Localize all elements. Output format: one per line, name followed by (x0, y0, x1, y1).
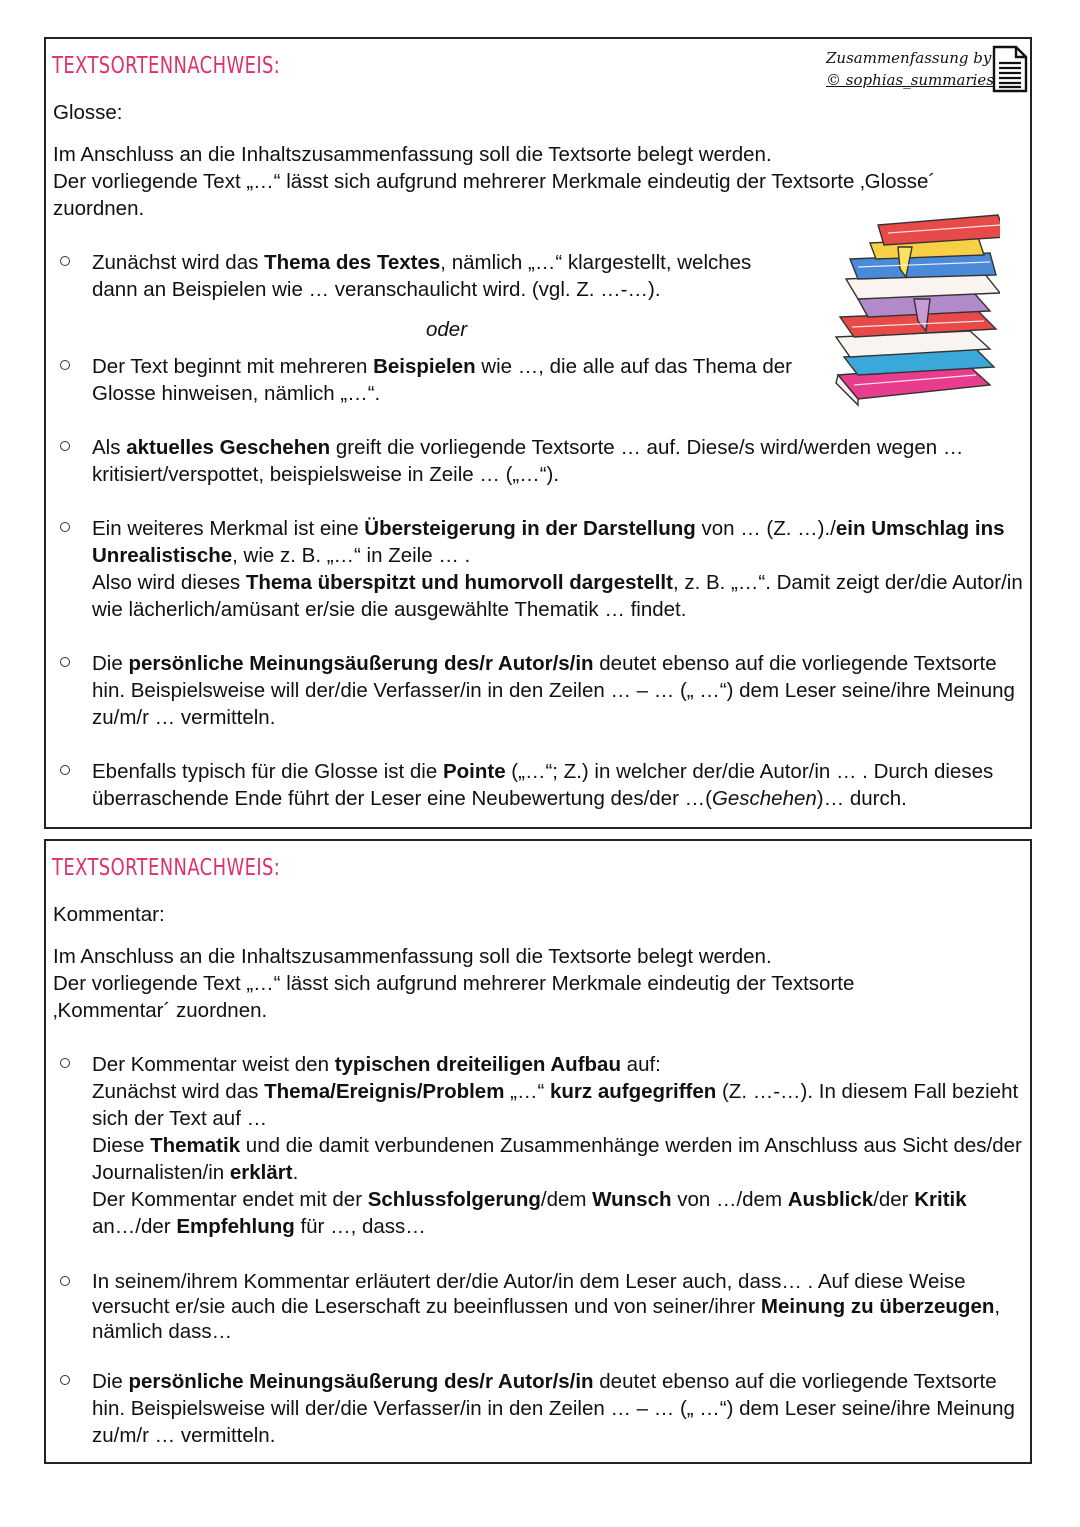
section-heading: TEXTSORTENNACHWEIS: (52, 855, 281, 881)
intro-line-2: Der vorliegende Text „…“ lässt sich aufgrund mehrerer Merkmale eindeutig der Textsorte ‚Glosse´ zuordnen. (53, 170, 936, 220)
section-heading: TEXTSORTENNACHWEIS: (52, 53, 281, 79)
bullet-icon (60, 522, 70, 532)
bullet-icon (60, 441, 70, 451)
intro-text (53, 943, 1013, 1024)
list-item: Ebenfalls typisch für die Glosse ist die Pointe („…“; Z.) in welcher der/die Autor/in … . Durch dieses überraschende Ende führt der Leser eine Neubewertung des/der …(Geschehen)… durch. (60, 758, 1030, 812)
bullet-icon (60, 765, 70, 775)
text-type-label: Glosse: (53, 101, 123, 124)
list-item: Der Text beginnt mit mehreren Beispielen wie …, die alle auf das Thema der Glosse hinweisen, nämlich „…“. (60, 353, 1030, 407)
list-item: Die persönliche Meinungsäußerung des/r Autor/s/in deutet ebenso auf die vorliegende Textsorte hin. Beispielsweise will der/die Verfasser/in in den Zeilen … – … („ …“) dem Leser seine/ihre Meinung zu/m/r … vermitteln. (60, 650, 1030, 731)
bullet-icon (60, 657, 70, 667)
intro-line-1: Im Anschluss an die Inhaltszusammenfassung soll die Textsorte belegt werden. (53, 143, 772, 166)
bullet-icon (60, 360, 70, 370)
bullet-icon (60, 1058, 70, 1068)
kommentar-section (44, 839, 1032, 1464)
list-item: Als aktuelles Geschehen greift die vorliegende Textsorte … auf. Diese/s wird/werden wegen … kritisiert/verspottet, beispielsweise in Zeile … („…“). (60, 434, 1030, 488)
bullet-icon (60, 1276, 70, 1286)
glosse-section (44, 37, 1032, 829)
list-item: In seinem/ihrem Kommentar erläutert der/die Autor/in dem Leser auch, dass… . Auf diese Weise versucht er/sie auch die Leserschaft zu beeinflussen und von seiner/ihrer Meinung zu überzeugen, nämlich dass… (60, 1269, 1030, 1344)
bullet-icon (60, 1375, 70, 1385)
credit (826, 47, 994, 91)
intro-line-1: Im Anschluss an die Inhaltszusammenfassung soll die Textsorte belegt werden. (53, 945, 772, 968)
list-item: Der Kommentar weist den typischen dreiteiligen Aufbau auf: Zunächst wird das Thema/Ereignis/Problem „…“ kurz aufgegriffen (Z. …-…). In diesem Fall bezieht sich der Text auf … Diese Thematik und die damit verbundenen Zusammenhänge werden im Anschluss aus Sicht des/der Journalisten/in erklärt. Der Kommentar endet mit der Schlussfolgerung/dem Wunsch von …/dem Ausblick/der Kritik an…/der Empfehlung für …, dass… (60, 1051, 1030, 1240)
bullet-icon (60, 256, 70, 266)
list-item: Zunächst wird das Thema des Textes, nämlich „…“ klargestellt, welches dann an Beispielen wie … veranschaulicht wird. (vgl. Z. …-…). (60, 249, 1030, 303)
list-item: Ein weiteres Merkmal ist eine Übersteigerung in der Darstellung von … (Z. …)./ein Umschlag ins Unrealistische, wie z. B. „…“ in Zeile … . Also wird dieses Thema überspitzt und humorvoll dargestellt, z. B. „…“. Damit zeigt der/die Autor/in wie lächerlich/amüsant er/sie die ausgewählte Thematik … findet. (60, 515, 1030, 623)
oder-label: oder (426, 318, 468, 341)
text-type-label: Kommentar: (53, 903, 165, 926)
credit-line-1: Zusammenfassung by (826, 49, 992, 67)
list-item: Die persönliche Meinungsäußerung des/r Autor/s/in deutet ebenso auf die vorliegende Textsorte hin. Beispielsweise will der/die Verfasser/in in den Zeilen … – … („ …“) dem Leser seine/ihre Meinung zu/m/r … vermitteln. (60, 1368, 1030, 1449)
intro-line-2: Der vorliegende Text „…“ lässt sich aufgrund mehrerer Merkmale eindeutig der Textsorte ‚Kommentar´ zuordnen. (53, 972, 855, 1022)
credit-line-2: © sophias_summaries (826, 71, 994, 89)
document-icon (992, 45, 1028, 93)
